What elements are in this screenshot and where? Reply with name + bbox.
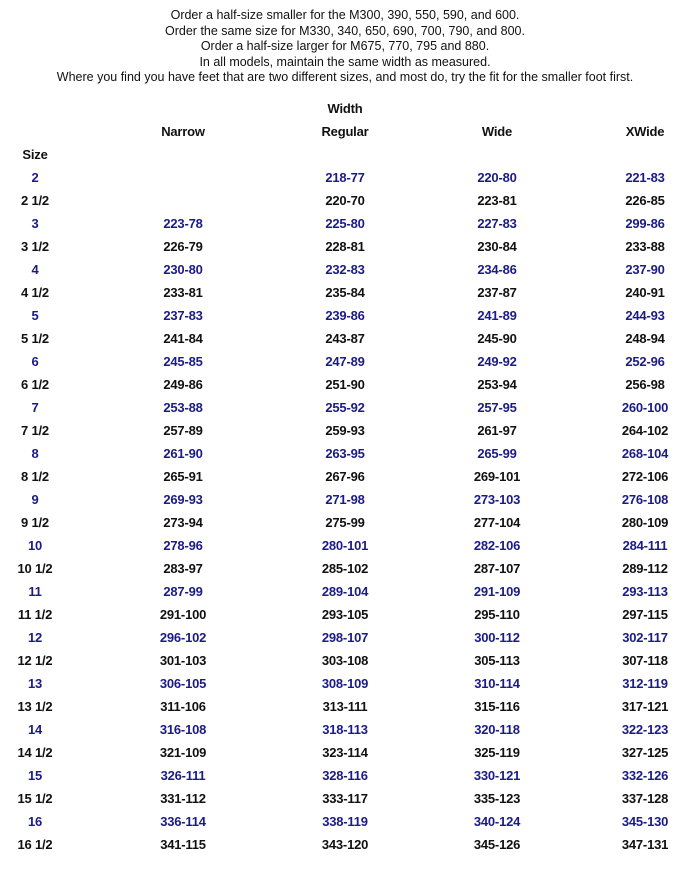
column-header-xwide: XWide xyxy=(625,123,665,139)
narrow-measurement: 291-100 xyxy=(159,606,207,622)
wide-measurement: 340-124 xyxy=(473,813,521,829)
size-row-14-12 xyxy=(0,741,690,764)
narrow-measurement: 249-86 xyxy=(163,376,203,392)
size-label: 12 1/2 xyxy=(17,652,53,668)
narrow-measurement xyxy=(70,166,296,189)
size-label: 15 xyxy=(27,767,43,783)
size-row-9-12 xyxy=(0,511,690,534)
size-label: 7 xyxy=(31,399,39,415)
regular-measurement: 247-89 xyxy=(325,353,365,369)
column-header-wide: Wide xyxy=(481,123,513,139)
size-row-12-12 xyxy=(0,649,690,672)
size-row-10-12 xyxy=(0,557,690,580)
size-row-13-12 xyxy=(0,695,690,718)
xwide-measurement: 327-125 xyxy=(621,744,669,760)
regular-measurement: 289-104 xyxy=(321,583,369,599)
narrow-measurement: 245-85 xyxy=(163,353,203,369)
wide-measurement: 330-121 xyxy=(473,767,521,783)
xwide-measurement: 312-119 xyxy=(622,675,668,691)
size-label: 2 xyxy=(31,169,39,185)
size-row-10 xyxy=(0,534,690,557)
size-chart-header xyxy=(0,97,690,166)
size-label: 11 xyxy=(28,583,42,599)
xwide-measurement: 280-109 xyxy=(621,514,669,530)
regular-measurement: 228-81 xyxy=(325,238,365,254)
regular-measurement: 298-107 xyxy=(321,629,369,645)
instruction-line-4: In all models, maintain the same width as measured. xyxy=(199,54,491,69)
narrow-measurement: 331-112 xyxy=(160,790,206,806)
size-label: 10 xyxy=(27,537,43,553)
wide-measurement: 315-116 xyxy=(474,698,520,714)
wide-measurement: 282-106 xyxy=(473,537,521,553)
instruction-line-5: Where you find you have feet that are two different sizes, and most do, try the fit for the smaller foot first. xyxy=(56,70,634,84)
narrow-measurement: 265-91 xyxy=(163,468,203,484)
regular-measurement: 328-116 xyxy=(322,767,368,783)
xwide-measurement: 240-91 xyxy=(625,284,665,300)
size-label: 4 xyxy=(31,261,39,277)
size-row-8-12 xyxy=(0,465,690,488)
narrow-measurement: 311-106 xyxy=(160,698,206,714)
regular-measurement: 263-95 xyxy=(325,445,365,461)
size-row-15-12 xyxy=(0,787,690,810)
width-group-row xyxy=(0,97,690,120)
size-label: 9 1/2 xyxy=(21,514,49,530)
size-chart-table xyxy=(0,97,690,856)
size-row-4 xyxy=(0,258,690,281)
size-label: 14 1/2 xyxy=(17,744,53,760)
regular-measurement: 333-117 xyxy=(322,790,368,806)
size-chart-body xyxy=(0,166,690,856)
size-label: 13 xyxy=(27,675,43,691)
size-label: 6 1/2 xyxy=(21,376,49,392)
regular-measurement: 285-102 xyxy=(321,560,369,576)
regular-measurement: 243-87 xyxy=(325,330,365,346)
wide-measurement: 310-114 xyxy=(474,675,520,691)
narrow-measurement: 233-81 xyxy=(163,284,203,300)
narrow-measurement: 241-84 xyxy=(163,330,203,346)
size-row-2-12 xyxy=(0,189,690,212)
xwide-measurement: 260-100 xyxy=(621,399,669,415)
size-label: 5 1/2 xyxy=(21,330,49,346)
wide-measurement: 345-126 xyxy=(473,836,521,852)
narrow-measurement: 261-90 xyxy=(163,445,203,461)
width-group-header: Width xyxy=(327,100,363,116)
size-label: 7 1/2 xyxy=(21,422,49,438)
wide-measurement: 295-110 xyxy=(474,606,520,622)
xwide-measurement: 293-113 xyxy=(622,583,668,599)
narrow-measurement: 341-115 xyxy=(160,836,206,852)
size-label: 11 1/2 xyxy=(17,606,53,622)
wide-measurement: 277-104 xyxy=(473,514,521,530)
xwide-measurement: 248-94 xyxy=(625,330,665,346)
wide-measurement: 257-95 xyxy=(477,399,517,415)
regular-measurement: 235-84 xyxy=(325,284,365,300)
regular-measurement: 239-86 xyxy=(325,307,365,323)
instruction-line-2: Order the same size for M330, 340, 650, 690, 700, 790, and 800. xyxy=(165,23,525,38)
instruction-line-3: Order a half-size larger for M675, 770, 795 and 880. xyxy=(200,39,490,53)
wide-measurement: 335-123 xyxy=(473,790,521,806)
wide-measurement: 300-112 xyxy=(474,629,520,645)
regular-measurement: 255-92 xyxy=(325,399,365,415)
wide-measurement: 273-103 xyxy=(473,491,521,507)
narrow-measurement: 321-109 xyxy=(159,744,207,760)
instruction-line-1: Order a half-size smaller for the M300, 390, 550, 590, and 600. xyxy=(170,8,520,22)
size-label: 8 xyxy=(31,445,39,461)
size-label: 2 1/2 xyxy=(21,192,49,208)
wide-measurement: 269-101 xyxy=(473,468,521,484)
size-row-14 xyxy=(0,718,690,741)
regular-measurement: 220-70 xyxy=(325,192,365,208)
size-label: 8 1/2 xyxy=(21,468,49,484)
size-row-12 xyxy=(0,626,690,649)
xwide-measurement: 272-106 xyxy=(621,468,669,484)
xwide-measurement: 237-90 xyxy=(625,261,665,277)
narrow-measurement: 253-88 xyxy=(163,399,203,415)
narrow-measurement: 223-78 xyxy=(163,215,203,231)
column-headers-row xyxy=(0,120,690,143)
size-row-4-12 xyxy=(0,281,690,304)
regular-measurement: 343-120 xyxy=(321,836,369,852)
narrow-measurement: 257-89 xyxy=(163,422,203,438)
narrow-measurement: 316-108 xyxy=(159,721,207,737)
xwide-measurement: 289-112 xyxy=(622,560,668,576)
narrow-measurement: 269-93 xyxy=(163,491,203,507)
xwide-measurement: 284-111 xyxy=(622,537,668,553)
regular-measurement: 313-111 xyxy=(322,698,368,714)
narrow-measurement: 301-103 xyxy=(159,652,207,668)
xwide-measurement: 322-123 xyxy=(621,721,669,737)
xwide-measurement: 297-115 xyxy=(622,606,668,622)
wide-measurement: 227-83 xyxy=(477,215,517,231)
narrow-measurement xyxy=(70,189,296,212)
xwide-measurement: 221-83 xyxy=(625,169,665,185)
size-row-16 xyxy=(0,810,690,833)
regular-measurement: 225-80 xyxy=(325,215,365,231)
size-row-16-12 xyxy=(0,833,690,856)
narrow-measurement: 283-97 xyxy=(163,560,203,576)
column-header-narrow: Narrow xyxy=(161,123,205,139)
narrow-measurement: 306-105 xyxy=(159,675,207,691)
xwide-measurement: 226-85 xyxy=(625,192,665,208)
size-row-7 xyxy=(0,396,690,419)
size-row-3 xyxy=(0,212,690,235)
wide-measurement: 325-119 xyxy=(474,744,520,760)
regular-measurement: 251-90 xyxy=(325,376,365,392)
regular-measurement: 232-83 xyxy=(325,261,365,277)
size-row-3-12 xyxy=(0,235,690,258)
wide-measurement: 241-89 xyxy=(477,307,517,323)
size-row-6 xyxy=(0,350,690,373)
wide-measurement: 234-86 xyxy=(477,261,517,277)
xwide-measurement: 347-131 xyxy=(621,836,669,852)
size-label: 12 xyxy=(27,629,43,645)
xwide-measurement: 345-130 xyxy=(621,813,669,829)
narrow-measurement: 287-99 xyxy=(163,583,203,599)
size-header-row xyxy=(0,143,690,166)
size-label: 6 xyxy=(31,353,39,369)
size-row-9 xyxy=(0,488,690,511)
xwide-measurement: 264-102 xyxy=(621,422,669,438)
regular-measurement: 323-114 xyxy=(322,744,368,760)
wide-measurement: 230-84 xyxy=(477,238,517,254)
column-header-regular: Regular xyxy=(321,123,369,139)
narrow-measurement: 336-114 xyxy=(160,813,206,829)
narrow-measurement: 273-94 xyxy=(163,514,203,530)
regular-measurement: 259-93 xyxy=(325,422,365,438)
regular-measurement: 275-99 xyxy=(325,514,365,530)
size-label: 15 1/2 xyxy=(17,790,53,806)
wide-measurement: 253-94 xyxy=(477,376,517,392)
regular-measurement: 318-113 xyxy=(322,721,368,737)
xwide-measurement: 332-126 xyxy=(621,767,669,783)
wide-measurement: 245-90 xyxy=(477,330,517,346)
size-row-11-12 xyxy=(0,603,690,626)
regular-measurement: 293-105 xyxy=(321,606,369,622)
narrow-measurement: 230-80 xyxy=(163,261,203,277)
size-label: 16 xyxy=(27,813,43,829)
wide-measurement: 291-109 xyxy=(473,583,521,599)
xwide-measurement: 244-93 xyxy=(625,307,665,323)
regular-measurement: 308-109 xyxy=(321,675,369,691)
regular-measurement: 338-119 xyxy=(322,813,368,829)
wide-measurement: 220-80 xyxy=(477,169,517,185)
xwide-measurement: 252-96 xyxy=(625,353,665,369)
xwide-measurement: 337-128 xyxy=(621,790,669,806)
xwide-measurement: 276-108 xyxy=(621,491,669,507)
wide-measurement: 261-97 xyxy=(477,422,517,438)
size-row-8 xyxy=(0,442,690,465)
xwide-measurement: 299-86 xyxy=(625,215,665,231)
regular-measurement: 271-98 xyxy=(325,491,365,507)
regular-measurement: 303-108 xyxy=(321,652,369,668)
size-label: 3 1/2 xyxy=(21,238,49,254)
wide-measurement: 305-113 xyxy=(474,652,520,668)
narrow-measurement: 278-96 xyxy=(163,537,203,553)
size-label: 13 1/2 xyxy=(17,698,53,714)
wide-measurement: 265-99 xyxy=(477,445,517,461)
size-row-5 xyxy=(0,304,690,327)
size-row-13 xyxy=(0,672,690,695)
size-row-7-12 xyxy=(0,419,690,442)
narrow-measurement: 226-79 xyxy=(163,238,203,254)
fitting-instructions xyxy=(0,0,690,86)
wide-measurement: 287-107 xyxy=(473,560,521,576)
size-row-5-12 xyxy=(0,327,690,350)
size-label: 9 xyxy=(31,491,39,507)
size-label: 4 1/2 xyxy=(21,284,49,300)
wide-measurement: 223-81 xyxy=(477,192,517,208)
regular-measurement: 218-77 xyxy=(325,169,365,185)
wide-measurement: 249-92 xyxy=(477,353,517,369)
regular-measurement: 280-101 xyxy=(321,537,369,553)
wide-measurement: 237-87 xyxy=(477,284,517,300)
xwide-measurement: 317-121 xyxy=(621,698,669,714)
size-row-6-12 xyxy=(0,373,690,396)
size-row-2 xyxy=(0,166,690,189)
size-column-header: Size xyxy=(22,146,48,162)
size-label: 5 xyxy=(31,307,39,323)
narrow-measurement: 237-83 xyxy=(163,307,203,323)
size-label: 14 xyxy=(27,721,43,737)
regular-measurement: 267-96 xyxy=(325,468,365,484)
narrow-measurement: 296-102 xyxy=(159,629,207,645)
size-label: 16 1/2 xyxy=(17,836,53,852)
size-label: 3 xyxy=(31,215,39,231)
xwide-measurement: 233-88 xyxy=(625,238,665,254)
xwide-measurement: 307-118 xyxy=(622,652,668,668)
size-label: 10 1/2 xyxy=(17,560,53,576)
xwide-measurement: 268-104 xyxy=(621,445,669,461)
xwide-measurement: 256-98 xyxy=(625,376,665,392)
narrow-measurement: 326-111 xyxy=(160,767,206,783)
xwide-measurement: 302-117 xyxy=(622,629,668,645)
size-row-15 xyxy=(0,764,690,787)
wide-measurement: 320-118 xyxy=(474,721,520,737)
size-row-11 xyxy=(0,580,690,603)
